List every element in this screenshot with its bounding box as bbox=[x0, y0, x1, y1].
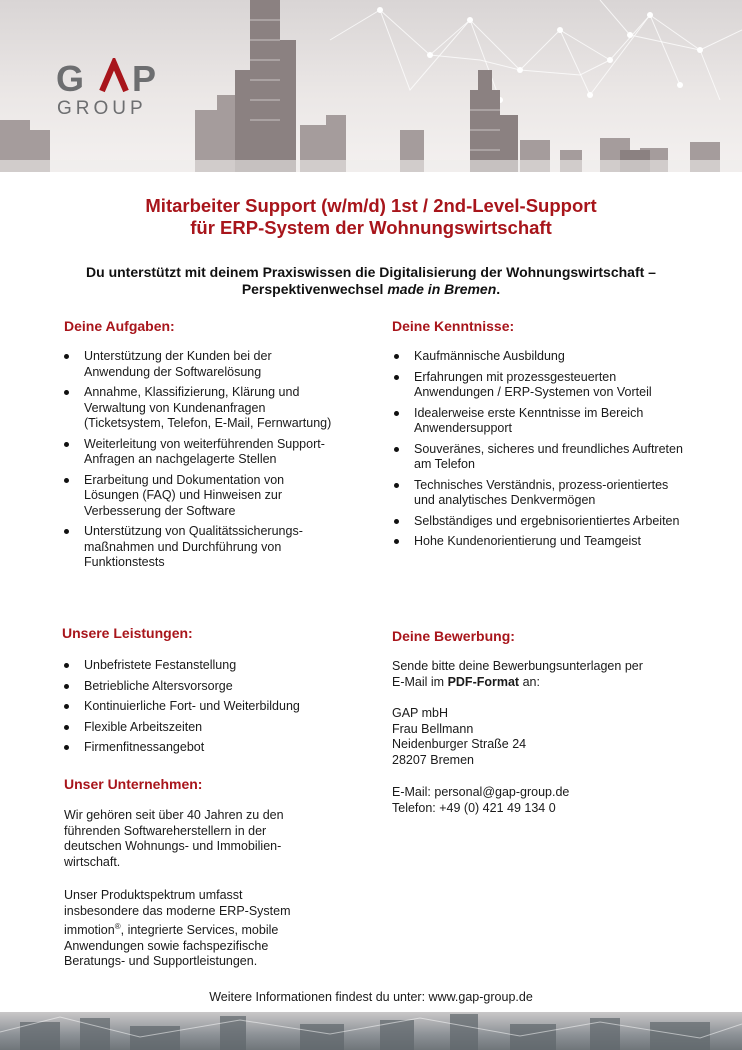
footer-skyline-image bbox=[0, 1012, 742, 1050]
list-item: Unbefristete Festanstellung bbox=[62, 658, 362, 674]
kenntnisse-list bbox=[392, 349, 692, 555]
bewerbung-line2-end: an: bbox=[519, 674, 540, 689]
footer-skyline-band bbox=[0, 1012, 742, 1050]
svg-text:GROUP: GROUP bbox=[57, 98, 147, 118]
unternehmen-paragraph-2 bbox=[64, 888, 319, 970]
bewerbung-line2 bbox=[392, 675, 702, 691]
svg-text:P: P bbox=[132, 58, 157, 99]
intro-text bbox=[40, 264, 702, 298]
list-item: Unterstützung von Qualitätssicherungs-maßnahmen und Durchführung von Funktionstests bbox=[62, 524, 337, 571]
job-title bbox=[0, 195, 742, 239]
header-banner bbox=[0, 0, 742, 172]
unternehmen-paragraph-2-start: Unser Produktspektrum umfasst insbesondere das moderne ERP-System immotion bbox=[64, 888, 291, 938]
list-item: Weiterleitung von weiterführenden Support-Anfragen an nachgelagerte Stellen bbox=[62, 437, 337, 468]
address-line: Frau Bellmann bbox=[392, 721, 474, 736]
svg-text:G: G bbox=[56, 58, 86, 99]
email-link[interactable]: E-Mail: personal@gap-group.de bbox=[392, 785, 570, 799]
list-item: Erfahrungen mit prozessgesteuerten Anwendungen / ERP-Systemen von Vorteil bbox=[392, 370, 692, 401]
address-line: Neidenburger Straße 24 bbox=[392, 737, 527, 751]
list-item: Firmenfitnessangebot bbox=[62, 740, 362, 756]
bewerbung-line1: Sende bitte deine Bewerbungsunterlagen per bbox=[392, 659, 643, 673]
list-item: Technisches Verständnis, prozess-orientiertes und analytisches Denkvermögen bbox=[392, 478, 692, 509]
list-item: Kaufmännische Ausbildung bbox=[392, 349, 692, 365]
address-line: 28207 Bremen bbox=[392, 752, 475, 767]
bewerbung-line2-start: E-Mail im bbox=[392, 674, 448, 689]
bewerbung-heading: Deine Bewerbung: bbox=[392, 628, 515, 644]
intro-line2-end: . bbox=[496, 281, 501, 297]
list-item: Unterstützung der Kunden bei der Anwendung der Softwarelösung bbox=[62, 349, 337, 380]
footer-info: Weitere Informationen findest du unter: www.gap-group.de bbox=[209, 990, 533, 1004]
kenntnisse-heading: Deine Kenntnisse: bbox=[392, 318, 515, 334]
unternehmen-paragraph-1: Wir gehören seit über 40 Jahren zu den führenden Softwareherstellern in der deutschen Wohnungs- und Immobilien-wirtschaft. bbox=[64, 808, 284, 869]
list-item: Betriebliche Altersvorsorge bbox=[62, 679, 362, 695]
bewerbung-address bbox=[392, 706, 702, 768]
job-title-line2: für ERP-System der Wohnungswirtschaft bbox=[190, 217, 552, 238]
unternehmen-heading: Unser Unternehmen: bbox=[64, 776, 203, 792]
list-item: Annahme, Klassifizierung, Klärung und Verwaltung von Kundenanfragen (Ticketsystem, Telefon, E-Mail, Fernwartung) bbox=[62, 385, 337, 432]
phone-number: Telefon: +49 (0) 421 49 134 0 bbox=[392, 800, 556, 815]
list-item: Hohe Kundenorientierung und Teamgeist bbox=[392, 534, 692, 550]
leistungen-heading: Unsere Leistungen: bbox=[62, 625, 193, 641]
bewerbung-instruction bbox=[392, 659, 702, 690]
job-title-line1: Mitarbeiter Support (w/m/d) 1st / 2nd-Level-Support bbox=[145, 195, 597, 216]
bewerbung-contact bbox=[392, 785, 702, 816]
address-line: GAP mbH bbox=[392, 706, 449, 720]
leistungen-list bbox=[62, 658, 362, 761]
aufgaben-heading: Deine Aufgaben: bbox=[64, 318, 175, 334]
list-item: Selbständiges und ergebnisorientiertes Arbeiten bbox=[392, 514, 692, 530]
gap-group-logo bbox=[56, 58, 186, 118]
list-item: Erarbeitung und Dokumentation von Lösungen (FAQ) und Hinweisen zur Verbesserung der Software bbox=[62, 473, 337, 520]
list-item: Kontinuierliche Fort- und Weiterbildung bbox=[62, 699, 362, 715]
intro-line2-start: Perspektivenwechsel bbox=[241, 281, 388, 297]
intro-line2 bbox=[40, 281, 702, 298]
intro-line2-emphasis: made in Bremen bbox=[387, 281, 497, 297]
unternehmen-paragraph-2-end: , integrierte Services, mobile Anwendungen sowie fachspezifische Beratungs- und Supportleistungen. bbox=[64, 923, 279, 969]
intro-line1: Du unterstützt mit deinem Praxiswissen die Digitalisierung der Wohnungswirtschaft – bbox=[86, 264, 656, 280]
list-item: Souveränes, sicheres und freundliches Auftreten am Telefon bbox=[392, 442, 692, 473]
registered-mark: ® bbox=[114, 922, 121, 931]
aufgaben-list bbox=[62, 349, 337, 576]
list-item: Idealerweise erste Kenntnisse im Bereich Anwendersupport bbox=[392, 406, 692, 437]
list-item: Flexible Arbeitszeiten bbox=[62, 720, 362, 736]
pdf-format-label: PDF-Format bbox=[447, 674, 520, 689]
